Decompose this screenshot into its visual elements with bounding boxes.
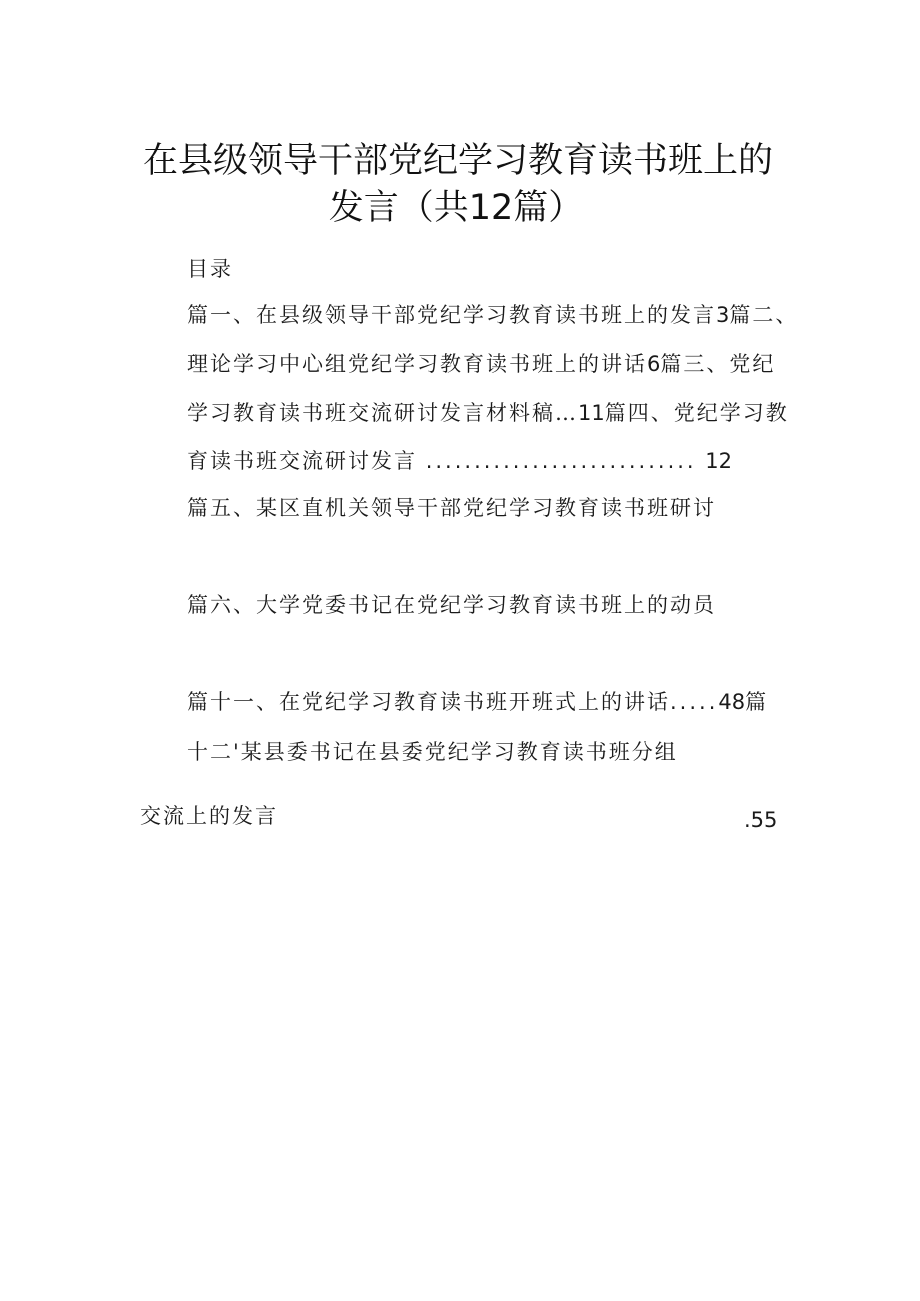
toc-line-8 — [187, 738, 678, 766]
toc-page-number: 12 — [705, 449, 733, 473]
toc-page-number: 6 — [647, 352, 661, 376]
toc-entry-text: 篇一、在县级领导干部党纪学习教育读书班上的发言 — [187, 303, 716, 327]
document-title-line-2: 发言（共12篇） — [328, 188, 584, 228]
toc-line-7 — [187, 688, 768, 716]
toc-entry-text: 十二'某县委书记在县委党纪学习教育读书班分组 — [187, 740, 678, 764]
toc-line-5 — [187, 494, 716, 522]
toc-line-6 — [187, 591, 716, 619]
toc-page-number: 48 — [718, 690, 746, 714]
toc-dot-leader: ..... — [670, 690, 719, 714]
toc-entry-continuation: 篇四、党纪学习教 — [604, 401, 789, 425]
toc-line-9-page-number: .55 — [744, 808, 778, 832]
document-title-line-1: 在县级领导干部党纪学习教育读书班上的 — [142, 141, 773, 181]
toc-line-4 — [187, 447, 732, 475]
toc-line-9 — [140, 802, 278, 830]
toc-line-3 — [187, 399, 789, 427]
toc-entry-text: 篇六、大学党委书记在党纪学习教育读书班上的动员 — [187, 593, 716, 617]
toc-entry-text: 篇五、某区直机关领导干部党纪学习教育读书班研讨 — [187, 496, 716, 520]
toc-page-number: 3 — [716, 303, 730, 327]
toc-entry-text: 交流上的发言 — [140, 804, 278, 828]
toc-heading: 目录 — [187, 257, 233, 281]
toc-entry-continuation: 篇二、 — [729, 303, 799, 327]
toc-page-number: 11 — [578, 401, 605, 425]
toc-line-2 — [187, 350, 775, 378]
toc-entry-continuation: 篇 — [745, 690, 769, 714]
toc-line-1 — [187, 301, 798, 329]
toc-dot-leader: ............................ — [425, 449, 697, 473]
toc-entry-text: 理论学习中心组党纪学习教育读书班上的讲话 — [187, 352, 647, 376]
toc-entry-text: 学习教育读书班交流研讨发言材料稿… — [187, 401, 578, 425]
toc-entry-text: 篇十一、在党纪学习教育读书班开班式上的讲话 — [187, 690, 670, 714]
toc-entry-continuation: 篇三、党纪 — [660, 352, 776, 376]
toc-entry-text: 育读书班交流研讨发言 — [187, 449, 417, 473]
